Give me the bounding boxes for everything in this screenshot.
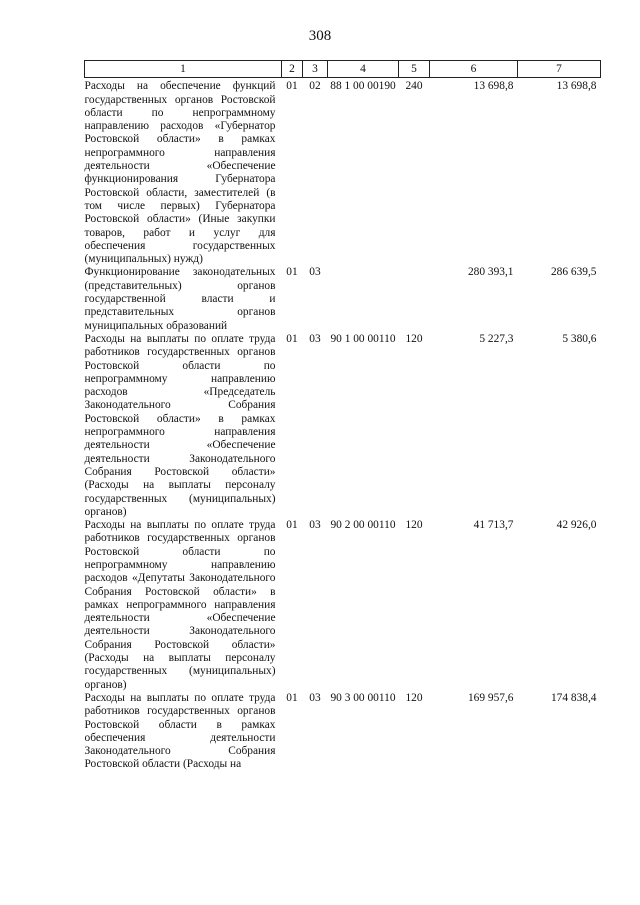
row-section: 01 xyxy=(286,691,298,704)
row-amount-1: 169 957,6 xyxy=(467,691,514,704)
row-amount-1: 13 698,8 xyxy=(473,80,514,93)
column-header-2: 2 xyxy=(282,61,303,78)
row-expense-type: 120 xyxy=(405,519,423,532)
row-target-code: 90 2 00 00110 xyxy=(330,519,396,532)
row-subsection: 03 xyxy=(309,691,321,704)
table-row xyxy=(85,333,601,519)
table-row xyxy=(85,519,601,692)
table-header-row xyxy=(85,61,601,78)
row-description: Функционирование законодательных (представительных) органов государственной власти и представительных органов муниципальных образований xyxy=(84,266,276,332)
row-description: Расходы на выплаты по оплате труда работников государственных органов Ростовской области по непрограммному направлению расходов «Депутаты Законодательного Собрания Ростовской области» в рамках непрограммного направления деятельности «Обеспечение деятельности Законодательного Собрания Ростовской области» (Расходы на выплаты персоналу государственных (муниципальных) органов) xyxy=(84,519,276,691)
row-target-code: 88 1 00 00190 xyxy=(330,80,396,93)
row-amount-1: 41 713,7 xyxy=(473,519,514,532)
row-description: Расходы на выплаты по оплате труда работников государственных органов Ростовской области по непрограммному направлению расходов «Председатель Законодательного Собрания Ростовской области» в рамках непрограммного направления деятельности «Обеспечение деятельности Законодательного Собрания Ростовской области» (Расходы на выплаты персоналу государственных (муниципальных) органов) xyxy=(84,332,276,518)
column-header-1: 1 xyxy=(85,61,282,78)
row-amount-2: 13 698,8 xyxy=(556,80,597,93)
column-header-7: 7 xyxy=(518,61,601,78)
row-amount-2: 42 926,0 xyxy=(556,519,597,532)
table-row xyxy=(85,692,601,772)
row-target-code: 90 3 00 00110 xyxy=(330,691,396,704)
table-row xyxy=(85,78,601,267)
row-expense-type: 120 xyxy=(405,332,423,345)
row-amount-2: 286 639,5 xyxy=(550,266,597,279)
row-subsection: 03 xyxy=(309,332,321,345)
row-section: 01 xyxy=(286,332,298,345)
row-subsection: 03 xyxy=(309,519,321,532)
row-expense-type: 240 xyxy=(405,80,423,93)
column-header-6: 6 xyxy=(430,61,518,78)
row-description: Расходы на выплаты по оплате труда работников государственных органов Ростовской области в рамках обеспечения деятельности Законодательного Собрания Ростовской области (Расходы на xyxy=(84,691,276,771)
row-section: 01 xyxy=(286,519,298,532)
row-target-code xyxy=(328,266,399,332)
row-description: Расходы на обеспечение функций государственных органов Ростовской области по непрограммному направлению расходов «Губернатор Ростовской области» в рамках непрограммного направления деятельности «Обеспечение функционирования Губернатора Ростовской области, заместителей (в том числе первых) Губернатора Ростовской области» (Иные закупки товаров, работ и услуг для обеспечения государственных (муниципальных) нужд) xyxy=(84,80,276,266)
column-header-3: 3 xyxy=(303,61,328,78)
row-section: 01 xyxy=(286,80,298,93)
page-number: 308 xyxy=(308,28,332,44)
table-row xyxy=(85,266,601,332)
row-amount-2: 5 380,6 xyxy=(562,332,597,345)
row-target-code: 90 1 00 00110 xyxy=(330,332,396,345)
row-expense-type: 120 xyxy=(405,691,423,704)
row-amount-1: 5 227,3 xyxy=(479,332,514,345)
column-header-4: 4 xyxy=(328,61,399,78)
budget-table xyxy=(84,60,601,772)
row-expense-type xyxy=(399,266,430,332)
row-section: 01 xyxy=(286,266,298,279)
row-subsection: 03 xyxy=(309,266,321,279)
row-amount-2: 174 838,4 xyxy=(550,691,597,704)
row-subsection: 02 xyxy=(309,80,321,93)
row-amount-1: 280 393,1 xyxy=(467,266,514,279)
column-header-5: 5 xyxy=(399,61,430,78)
